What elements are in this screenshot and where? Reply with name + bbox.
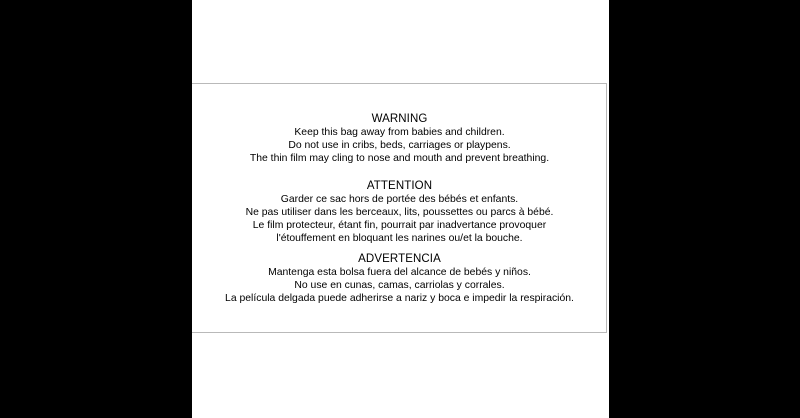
warning-heading: WARNING bbox=[371, 113, 428, 125]
attention-line: Ne pas utiliser dans les berceaux, lits, poussettes ou parcs à bébé. bbox=[245, 207, 554, 218]
attention-line: l'étouffement en bloquant les narines ou/et la bouche. bbox=[276, 233, 523, 244]
warning-line: Keep this bag away from babies and children. bbox=[294, 127, 505, 138]
french-attention-section bbox=[192, 179, 607, 245]
english-warning-section bbox=[192, 112, 607, 165]
warning-line: Do not use in cribs, beds, carriages or playpens. bbox=[288, 140, 511, 151]
advertencia-line: No use en cunas, camas, carriolas y corrales. bbox=[294, 280, 505, 291]
advertencia-heading: ADVERTENCIA bbox=[358, 253, 441, 265]
advertencia-line: La película delgada puede adherirse a nariz y boca e impedir la respiración. bbox=[225, 293, 574, 304]
document-page bbox=[192, 0, 609, 418]
warning-label bbox=[192, 83, 607, 333]
spanish-advertencia-section bbox=[192, 252, 607, 305]
attention-line: Garder ce sac hors de portée des bébés et enfants. bbox=[280, 194, 519, 205]
attention-line: Le film protecteur, étant fin, pourrait par inadvertance provoquer bbox=[252, 220, 547, 231]
attention-heading: ATTENTION bbox=[366, 180, 433, 192]
warning-line: The thin film may cling to nose and mouth and prevent breathing. bbox=[249, 153, 550, 164]
advertencia-line: Mantenga esta bolsa fuera del alcance de bebés y niños. bbox=[268, 267, 531, 278]
